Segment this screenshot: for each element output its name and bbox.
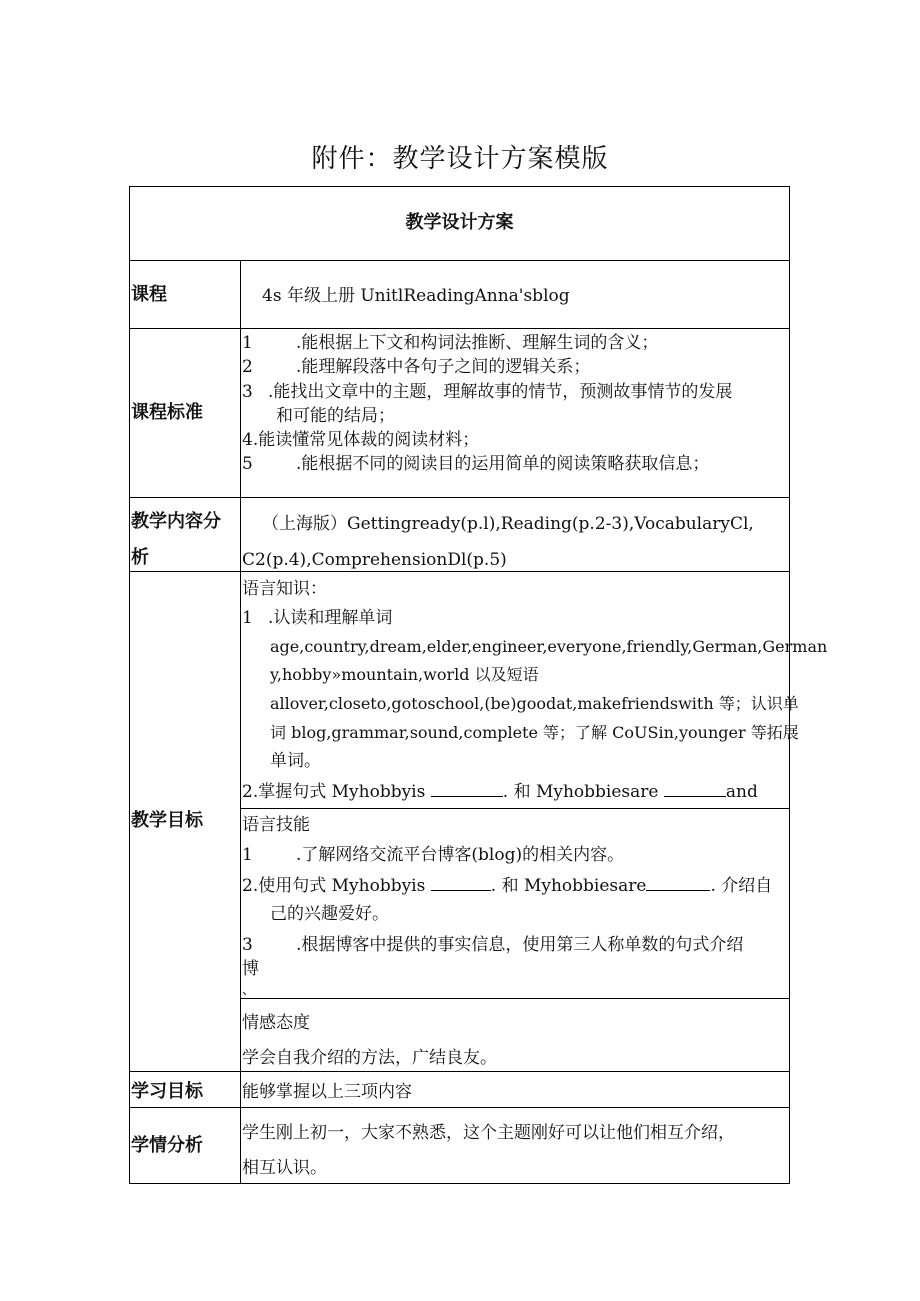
row-divider (129, 260, 790, 261)
course-value: 4s 年级上册 UnitlReadingAnna'sblog (262, 286, 570, 306)
knowledge-vocab-line: age,country,dream,elder,engineer,everyone,friendly,German,German (270, 637, 828, 656)
skills-heading: 语言技能 (242, 815, 310, 835)
knowledge-phrases-line: allover,closeto,gotoschool,(be)goodat,makefriendswith 等；认识单 (270, 694, 799, 713)
row-divider (129, 1107, 790, 1108)
content-analysis-label-line2: 析 (131, 547, 149, 568)
content-analysis-line1: （上海版）Gettingready(p.l),Reading(p.2-3),VocabularyCl, (262, 514, 754, 534)
row-divider (129, 497, 790, 498)
pattern-text: 2.掌握句式 Myhobbyis (242, 782, 426, 802)
standard-num: 1 (242, 333, 253, 353)
standard-text: .能找出文章中的主题，理解故事的情节，预测故事情节的发展 (268, 382, 733, 402)
table-header: 教学设计方案 (405, 212, 514, 233)
knowledge-pattern-line (242, 780, 758, 803)
standard-num: 5 (242, 454, 253, 474)
skills-item-text: .了解网络交流平台博客(blog)的相关内容。 (296, 845, 625, 865)
column-divider (240, 260, 241, 1184)
skills-pattern-cont: 己的兴趣爱好。 (270, 904, 389, 924)
pattern-text: . 和 Myhobbiesare (490, 876, 647, 896)
standard-num: 3 (242, 382, 253, 402)
skills-cut-mark: 、 (242, 984, 256, 997)
pattern-text: . 介绍自 (710, 876, 773, 896)
attitude-heading: 情感态度 (242, 1013, 310, 1033)
knowledge-item-num: 1 (242, 608, 253, 628)
skills-item-num: 1 (242, 845, 253, 865)
row-divider (129, 328, 790, 329)
standards-label: 课程标准 (131, 402, 203, 423)
knowledge-vocab-line: y,hobby»mountain,world 以及短语 (270, 665, 539, 684)
standard-text: .能根据不同的阅读目的运用简单的阅读策略获取信息； (296, 454, 710, 474)
standard-num: 2 (242, 357, 253, 377)
standard-text: .能根据上下文和构词法推断、理解生词的含义； (296, 333, 659, 353)
fill-blank (664, 780, 726, 797)
content-analysis-label-line1: 教学内容分 (131, 511, 221, 532)
fill-blank (431, 874, 491, 891)
content-analysis-line2: C2(p.4),ComprehensionDl(p.5) (242, 550, 507, 570)
learning-goal-value: 能够掌握以上三项内容 (242, 1082, 412, 1102)
skills-pattern-line (242, 874, 772, 897)
pattern-text: 2.使用句式 Myhobbyis (242, 876, 426, 896)
pattern-text: and (725, 782, 758, 802)
student-analysis-line2: 相互认识。 (242, 1158, 327, 1178)
pattern-text: . 和 Myhobbiesare (502, 782, 659, 802)
knowledge-item-text: .认读和理解单词 (268, 608, 393, 628)
sub-row-divider (240, 808, 790, 809)
knowledge-words-end: 单词。 (270, 751, 321, 771)
row-divider (129, 1071, 790, 1072)
skills-item-text: .根据博客中提供的事实信息，使用第三人称单数的句式介绍 (296, 935, 744, 955)
attitude-text: 学会自我介绍的方法，广结良友。 (242, 1048, 497, 1068)
knowledge-heading: 语言知识： (242, 579, 327, 599)
standard-text: .能理解段落中各句子之间的逻辑关系； (296, 357, 591, 377)
objectives-label: 教学目标 (131, 810, 203, 831)
row-divider (129, 571, 790, 572)
student-analysis-line1: 学生刚上初一，大家不熟悉，这个主题刚好可以让他们相互介绍， (242, 1123, 735, 1143)
fill-blank (431, 780, 503, 797)
standard-text: 4.能读懂常见体裁的阅读材料； (242, 430, 480, 450)
learning-goal-label: 学习目标 (131, 1081, 203, 1102)
student-analysis-label: 学情分析 (131, 1135, 203, 1156)
fill-blank (646, 874, 710, 891)
knowledge-words-line: 词 blog,grammar,sound,complete 等；了解 CoUSin,younger 等拓展 (270, 723, 799, 742)
skills-item-cont: 博 (242, 959, 259, 979)
standard-text: 和可能的结局； (276, 406, 395, 426)
course-label: 课程 (131, 284, 167, 305)
document-title: 附件：教学设计方案模版 (311, 144, 609, 174)
skills-item-num: 3 (242, 935, 253, 955)
sub-row-divider (240, 998, 790, 999)
